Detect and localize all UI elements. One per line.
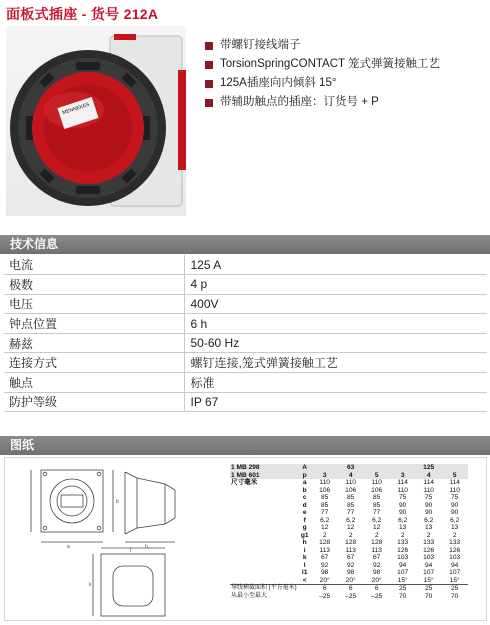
spec-label: 赫兹	[4, 333, 184, 353]
dim-value: 110	[319, 479, 330, 486]
svg-text:l: l	[130, 548, 132, 554]
dim-value: 133	[397, 539, 409, 546]
dim-row	[230, 502, 468, 510]
dim-label	[230, 562, 298, 570]
dim-row	[230, 554, 468, 562]
dim-value: –25	[371, 592, 383, 600]
dim-value: 133	[423, 539, 435, 546]
spec-value: 标准	[184, 373, 487, 393]
dim-value: 13	[399, 524, 407, 531]
dim-label	[230, 532, 298, 540]
spec-label: 触点	[4, 373, 184, 393]
dim-symbol: e	[302, 509, 307, 516]
dim-value: 75	[425, 494, 433, 501]
dim-value: 103	[449, 554, 461, 561]
dim-symbol	[298, 593, 312, 601]
dim-symbol: d	[302, 501, 307, 509]
dim-value: 94	[425, 561, 433, 569]
dim-value: 90	[399, 509, 407, 516]
page-title: 面板式插座 - 货号 212A	[6, 6, 159, 22]
dim-value: 110	[371, 479, 382, 486]
spec-table	[4, 255, 487, 412]
dim-row	[230, 494, 468, 502]
dim-value: 6	[312, 585, 338, 593]
dim-symbol: a	[302, 479, 307, 486]
dim-value: 85	[347, 494, 355, 501]
dim-value: 90	[425, 501, 433, 509]
dim-row	[230, 517, 468, 525]
dim-body	[230, 479, 468, 600]
dim-value: 98	[373, 569, 381, 576]
dim-label	[230, 517, 298, 525]
dim-value: 90	[451, 509, 459, 516]
dim-row	[230, 569, 468, 577]
feature-item: 带辅助触点的插座：订货号 + P	[205, 93, 440, 112]
socket-image	[6, 26, 186, 216]
dim-row	[230, 577, 468, 585]
dim-row	[230, 532, 468, 540]
spec-value: 400V	[184, 294, 487, 314]
dim-value: 106	[345, 486, 357, 494]
dim-symbol: l1	[301, 569, 308, 576]
dim-value: 15°	[449, 576, 460, 584]
dim-label: 尺寸毫米	[231, 479, 258, 486]
bullet-icon	[205, 99, 213, 107]
dim-label	[230, 524, 298, 532]
dim-symbol: g	[302, 524, 307, 531]
dim-footer-row	[230, 593, 468, 601]
dim-value: 133	[449, 539, 461, 546]
spec-value: 4 p	[184, 275, 487, 295]
dim-value: –25	[319, 592, 331, 600]
dim-label	[230, 554, 298, 562]
dim-symbol	[298, 585, 312, 593]
dim-value: 75	[451, 494, 459, 501]
dim-footer-row	[230, 585, 468, 593]
dim-value: 114	[449, 479, 460, 486]
dim-value: 106	[371, 486, 383, 494]
dim-row	[230, 509, 468, 517]
dim-value: 128	[319, 539, 331, 546]
spec-label: 防护等级	[4, 392, 184, 412]
bullet-icon	[205, 42, 213, 50]
spec-row	[4, 294, 487, 314]
dim-value: 107	[397, 569, 409, 576]
dim-label	[230, 577, 298, 585]
dim-value: 6,2	[320, 516, 330, 524]
dim-value: 113	[319, 546, 330, 554]
spec-row	[4, 314, 487, 334]
dim-value: 77	[321, 509, 329, 516]
dim-value: 98	[321, 569, 329, 576]
dim-value: 128	[345, 539, 357, 546]
dim-value: 107	[449, 569, 461, 576]
dim-value: 6	[364, 585, 390, 593]
product-photo	[6, 26, 186, 216]
dim-value: 25	[416, 585, 442, 593]
dim-value: 15°	[397, 576, 408, 584]
dim-value: 110	[423, 486, 434, 494]
dim-row	[230, 539, 468, 547]
spec-label: 电流	[4, 255, 184, 275]
feature-item: 125A插座向内倾斜 15°	[205, 74, 440, 93]
dim-value: 6,2	[346, 516, 356, 524]
dimension-table	[230, 464, 468, 600]
dim-value: 2	[452, 531, 457, 539]
dim-label	[230, 539, 298, 547]
dim-value: 90	[451, 501, 459, 509]
dim-value: 113	[371, 546, 382, 554]
dim-row	[230, 479, 468, 487]
spec-value: 6 h	[184, 314, 487, 334]
spec-row	[4, 353, 487, 373]
dim-value: 67	[373, 554, 381, 561]
dim-symbol: i	[303, 546, 306, 554]
dim-label	[230, 487, 298, 495]
dim-value: 90	[399, 501, 407, 509]
dim-value: 126	[449, 546, 461, 554]
dim-value: 113	[345, 546, 356, 554]
dim-value: 128	[371, 539, 383, 546]
dim-value: 85	[347, 501, 355, 509]
dim-value: 12	[373, 524, 381, 531]
dim-label	[230, 509, 298, 517]
photo-label: MENNEKES	[61, 101, 91, 117]
dim-header-row: 1 MB 298 A 63 125	[230, 464, 468, 472]
dim-footer-label: 从最小至最大	[231, 592, 268, 599]
dim-header-row: 1 MB 601 p 3 4 5 3 4 5	[230, 472, 468, 480]
bullet-icon	[205, 80, 213, 88]
dim-value: 94	[399, 561, 407, 569]
spec-label: 极数	[4, 275, 184, 295]
dim-symbol: h	[302, 539, 307, 546]
dim-value: 12	[321, 524, 329, 531]
dim-value: 25	[390, 585, 416, 593]
dim-value: 114	[423, 479, 434, 486]
dim-value: 67	[347, 554, 355, 561]
spec-label: 电压	[4, 294, 184, 314]
dim-label	[230, 502, 298, 510]
dim-row	[230, 562, 468, 570]
dim-value: 107	[423, 569, 435, 576]
svg-text:h: h	[145, 544, 148, 550]
dim-symbol: g1	[300, 531, 309, 539]
dim-value: 6,2	[398, 516, 408, 524]
dim-value: 20°	[345, 576, 356, 584]
dim-value: 92	[347, 561, 355, 569]
dim-value: 12	[347, 524, 355, 531]
spec-value: 125 A	[184, 255, 487, 275]
svg-text:b: b	[116, 499, 119, 505]
dim-symbol: <	[302, 576, 307, 584]
dim-label	[230, 547, 298, 555]
dim-value: 94	[451, 561, 459, 569]
dim-symbol: f	[303, 516, 306, 524]
drawing-views	[5, 458, 225, 622]
dim-value: 98	[347, 569, 355, 576]
technical-drawing	[4, 457, 487, 621]
dim-symbol: c	[302, 494, 307, 501]
dim-value: 85	[321, 494, 329, 501]
dim-value: 126	[397, 546, 409, 554]
spec-value: 螺钉连接,笼式弹簧接触工艺	[184, 353, 487, 373]
dim-value: 2	[374, 531, 379, 539]
dim-label	[230, 569, 298, 577]
dim-value: 25	[442, 585, 468, 593]
dim-value: 6,2	[450, 516, 460, 524]
dim-value: 67	[321, 554, 329, 561]
dim-value: 70	[425, 592, 433, 600]
dim-value: 110	[397, 486, 408, 494]
dim-value: 114	[397, 479, 408, 486]
dim-value: 2	[322, 531, 327, 539]
dim-value: 2	[348, 531, 353, 539]
dim-value: 103	[397, 554, 409, 561]
spec-row	[4, 333, 487, 353]
dim-value: 90	[425, 509, 433, 516]
dim-footer-label: 导线横截面积 (平方毫米)	[231, 585, 297, 591]
dim-value: 15°	[423, 576, 434, 584]
dim-value: 110	[345, 479, 356, 486]
dim-value: 20°	[319, 576, 330, 584]
spec-value: 50-60 Hz	[184, 333, 487, 353]
feature-item: 带螺钉接线端子	[205, 36, 440, 55]
dim-value: 2	[400, 531, 405, 539]
dim-value: 77	[347, 509, 355, 516]
dim-value: 6,2	[424, 516, 434, 524]
dim-value: –25	[345, 592, 357, 600]
dim-label	[230, 494, 298, 502]
spec-label: 连接方式	[4, 353, 184, 373]
dim-value: 70	[399, 592, 407, 600]
spec-row	[4, 373, 487, 393]
dim-row	[230, 547, 468, 555]
dim-value: 106	[319, 486, 331, 494]
spec-row	[4, 392, 487, 412]
dim-value: 75	[399, 494, 407, 501]
dim-value: 92	[321, 561, 329, 569]
dim-value: 20°	[371, 576, 382, 584]
svg-text:k: k	[89, 582, 92, 588]
spec-label: 钟点位置	[4, 314, 184, 334]
dim-symbol: l	[303, 561, 306, 569]
dim-value: 92	[373, 561, 381, 569]
dim-value: 85	[373, 494, 381, 501]
feature-item: TorsionSpringCONTACT 笼式弹簧接触工艺	[205, 55, 440, 74]
spec-row	[4, 275, 487, 295]
feature-list	[205, 36, 440, 112]
dim-row	[230, 524, 468, 532]
spec-value: IP 67	[184, 392, 487, 412]
dim-symbol: b	[302, 486, 307, 494]
spec-row	[4, 255, 487, 275]
dim-value: 126	[423, 546, 435, 554]
dim-value: 2	[426, 531, 431, 539]
dim-value: 70	[451, 592, 459, 600]
drawing-header: 图纸	[0, 436, 490, 455]
dim-value: 13	[451, 524, 459, 531]
bullet-icon	[205, 61, 213, 69]
dim-value: 13	[425, 524, 433, 531]
dim-value: 85	[373, 501, 381, 509]
svg-text:a: a	[67, 544, 70, 550]
tech-info-header: 技术信息	[0, 235, 490, 254]
dim-value: 77	[373, 509, 381, 516]
dim-symbol: k	[302, 554, 307, 561]
dim-value: 103	[423, 554, 435, 561]
dim-value: 6	[338, 585, 364, 593]
dim-value: 6,2	[372, 516, 382, 524]
dim-value: 110	[449, 486, 460, 494]
dim-value: 85	[321, 501, 329, 509]
dim-row	[230, 487, 468, 495]
